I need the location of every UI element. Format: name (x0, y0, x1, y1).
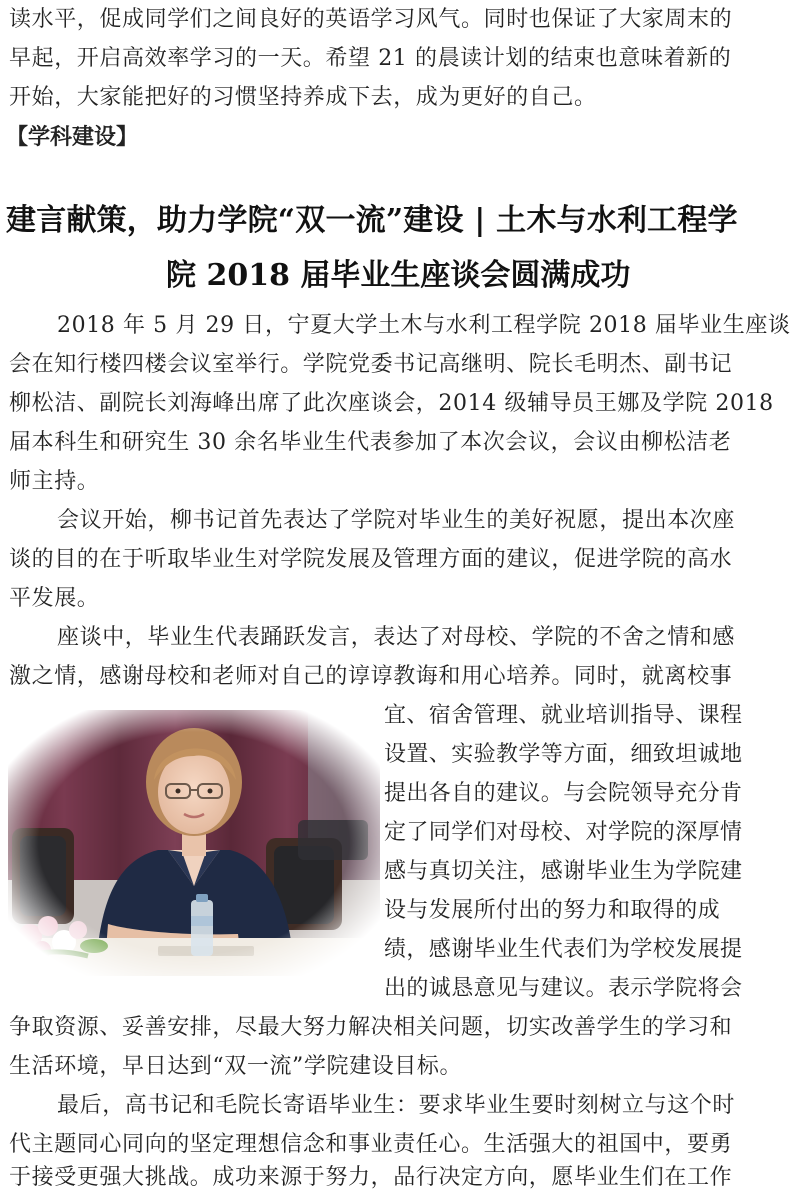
paragraph-2-line: 谈的目的在于听取毕业生对学院发展及管理方面的建议，促进学院的高水 (9, 547, 733, 572)
article-title-line-2: 院 2018 届毕业生座谈会圆满成功 (166, 258, 631, 293)
paragraph-3-line: 座谈中，毕业生代表踊跃发言，表达了对母校、学院的不舍之情和感 (57, 625, 736, 650)
article-title-line-1: 建言献策，助力学院“双一流”建设 | 土木与水利工程学 (6, 203, 738, 238)
paragraph-3-wrap-line: 宜、宿舍管理、就业培训指导、课程 (384, 703, 743, 728)
paragraph-4-line: 于接受更强大挑战。成功来源于努力，品行决定方向，愿毕业生们在工作 (9, 1165, 733, 1190)
paragraph-3-wrap-line: 出的诚恳意见与建议。表示学院将会 (384, 976, 743, 1001)
intro-line: 开始，大家能把好的习惯坚持养成下去，成为更好的自己。 (9, 85, 597, 110)
paragraph-3-line: 争取资源、妥善安排，尽最大努力解决相关问题，切实改善学生的学习和 (9, 1015, 733, 1040)
paragraph-3-line: 生活环境，早日达到“双一流”学院建设目标。 (9, 1054, 463, 1079)
paragraph-3-wrap-line: 感与真切关注，感谢毕业生为学院建 (384, 859, 743, 884)
paragraph-3-line: 激之情，感谢母校和老师对自己的谆谆教诲和用心培养。同时，就离校事 (9, 664, 733, 689)
paragraph-3-wrap-line: 绩，感谢毕业生代表们为学校发展提 (384, 937, 743, 962)
photo-illustration (8, 710, 380, 976)
paragraph-1-line: 届本科生和研究生 30 余名毕业生代表参加了本次会议，会议由柳松洁老 (9, 430, 732, 455)
paragraph-3-wrap-line: 设与发展所付出的努力和取得的成 (384, 898, 721, 923)
paragraph-1-line: 会在知行楼四楼会议室举行。学院党委书记高继明、院长毛明杰、副书记 (9, 352, 733, 377)
paragraph-4-line: 最后，高书记和毛院长寄语毕业生：要求毕业生要时刻树立与这个时 (57, 1093, 736, 1118)
paragraph-3-wrap-line: 定了同学们对母校、对学院的深厚情 (384, 820, 743, 845)
paragraph-2-line: 平发展。 (9, 586, 100, 611)
section-heading: 【学科建设】 (6, 125, 139, 150)
intro-line: 读水平，促成同学们之间良好的英语学习风气。同时也保证了大家周末的 (9, 7, 733, 32)
paragraph-1-line: 2018 年 5 月 29 日，宁夏大学土木与水利工程学院 2018 届毕业生座谈 (57, 313, 791, 338)
paragraph-4-line: 代主题同心同向的坚定理想信念和事业责任心。生活强大的祖国中，要勇 (9, 1132, 733, 1157)
paragraph-3-wrap-line: 设置、实验教学等方面，细致坦诚地 (384, 742, 743, 767)
paragraph-2-line: 会议开始，柳书记首先表达了学院对毕业生的美好祝愿，提出本次座 (57, 508, 736, 533)
intro-line: 早起，开启高效率学习的一天。希望 21 的晨读计划的结束也意味着新的 (9, 46, 732, 71)
paragraph-3-wrap-line: 提出各自的建议。与会院领导充分肯 (384, 781, 743, 806)
paragraph-1-line: 师主持。 (9, 469, 100, 494)
paragraph-1-line: 柳松洁、副院长刘海峰出席了此次座谈会，2014 级辅导员王娜及学院 2018 (9, 391, 774, 416)
meeting-photo (8, 710, 380, 976)
